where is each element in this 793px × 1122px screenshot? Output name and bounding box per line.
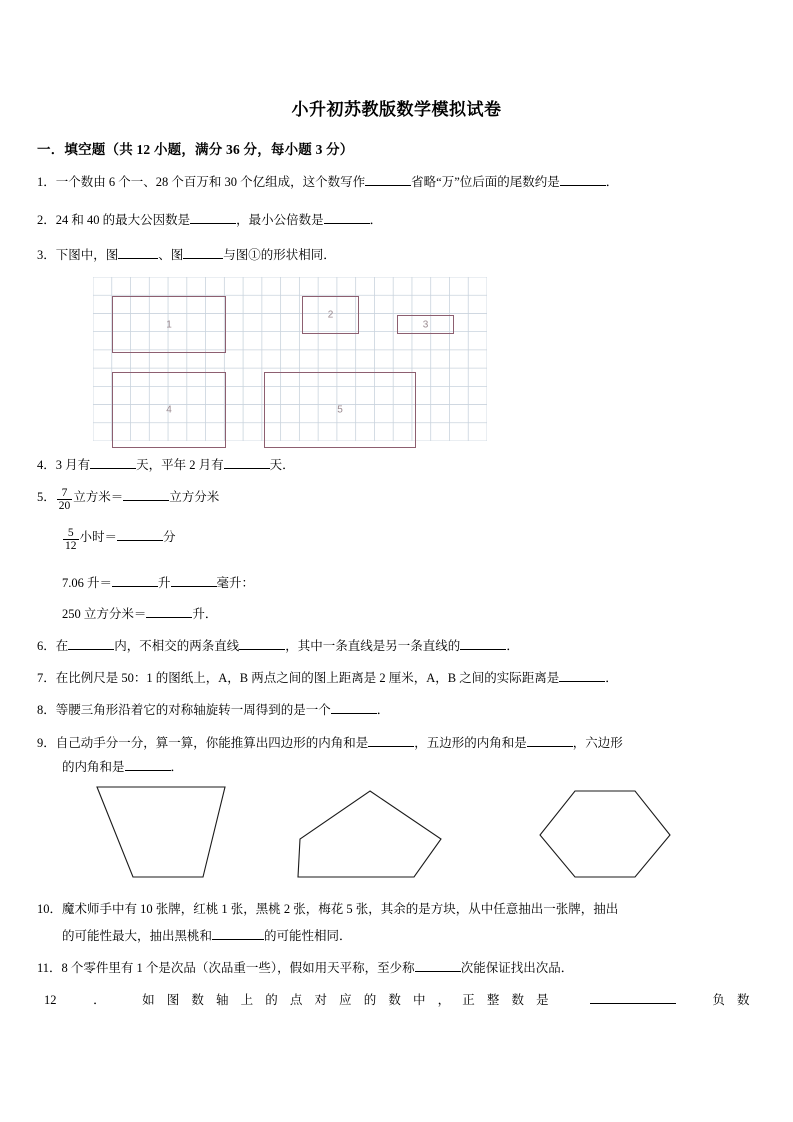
question-7 [37,668,618,687]
q1-blank-1[interactable] [365,172,411,186]
q4-text-a: 3 月有 [55,458,91,472]
q4-number: 4． [37,458,56,472]
question-9 [37,733,623,752]
question-6 [37,636,519,655]
question-1 [37,172,618,191]
q9-blank-1[interactable] [368,733,414,747]
q4-blank-2[interactable] [224,455,270,469]
q11-number: 11． [37,961,62,975]
q8-blank-1[interactable] [331,700,377,714]
q5-line3-text-a: 7.06 升＝ [62,576,113,590]
q5-blank-5[interactable] [146,604,192,618]
grid-rectangle-4 [112,372,226,448]
grid-rectangle-label: 2 [327,309,334,321]
question-3 [37,245,336,264]
q5-line1-text-b: 立方分米 [169,490,220,504]
q5-number: 5． [37,490,56,504]
q11-text-b: 次能保证找出次品． [460,961,574,975]
polygons-svg [70,783,710,885]
q9-number: 9． [37,736,56,750]
polygon-pentagon [298,791,441,877]
q2-number: 2． [37,213,56,227]
q12-number: 12 [44,993,57,1007]
question-5-line-4 [62,604,217,623]
q12-blank-1[interactable] [590,990,676,1004]
fraction-numerator: 5 [63,527,79,540]
q1-blank-2[interactable] [560,172,606,186]
q7-number: 7． [37,671,56,685]
fraction-denominator: 20 [58,500,71,512]
section-heading: 一．填空题（共 12 小题，满分 36 分，每小题 3 分） [37,142,354,157]
q6-blank-1[interactable] [68,636,114,650]
q12-tail: 负 数 [712,993,754,1007]
grid-rectangle-label: 5 [337,404,343,416]
q2-blank-1[interactable] [190,210,236,224]
question-11 [37,958,573,977]
q2-text-a: 24 和 40 的最大公因数是 [55,213,191,227]
q3-text-a: 下图中，图 [55,248,119,262]
q12-dot: ． [93,993,106,1007]
q2-blank-2[interactable] [324,210,370,224]
q10-number: 10． [37,902,63,916]
question-10 [37,900,618,918]
q5-line4-text-b: 升． [192,607,218,621]
question-10-line-2 [62,926,352,945]
page-title: 小升初苏教版数学模拟试卷 [291,100,502,119]
q6-text-b: 内，不相交的两条直线 [114,639,240,653]
q7-blank-1[interactable] [559,668,605,682]
polygon-hexagon [540,791,670,877]
fraction-5-12 [63,527,79,552]
q5-line2-text-b: 分 [163,530,176,544]
question-9-line-2 [62,757,183,776]
question-5-line-2 [62,527,176,552]
q2-text-c: ． [369,213,383,227]
q6-blank-2[interactable] [239,636,285,650]
q9-line2-text-a: 的内角和是 [62,760,125,774]
q10-line2-text-b: 的可能性相同． [264,929,352,943]
q7-text-b: ． [605,671,618,685]
q9-line1-text-c: ，六边形 [572,736,623,750]
q1-text-c: ． [605,175,619,189]
q5-blank-2[interactable] [117,527,163,541]
q1-text-b: 省略“万”位后面的尾数约是 [411,175,560,189]
q10-line2-text-a: 的可能性最大，抽出黑桃和 [62,929,213,943]
q7-text-a: 在比例尺是 50：1 的图纸上，A，B 两点之间的图上距离是 2 厘米，A，B 之间的实际距离是 [55,671,560,685]
question-4 [37,455,295,474]
grid-rectangle-3 [397,315,454,334]
q5-line4-text-a: 250 立方分米＝ [62,607,147,621]
q8-text-b: ． [376,703,390,717]
grid-rectangle-label: 4 [166,404,172,416]
grid-rectangle-1 [112,296,226,353]
q3-text-c: 与图①的形状相同． [223,248,336,262]
q9-line1-text-b: ，五边形的内角和是 [414,736,527,750]
q6-blank-3[interactable] [460,636,506,650]
fraction-numerator: 7 [57,487,73,500]
q4-text-b: 天，平年 2 月有 [136,458,224,472]
q8-number: 8． [37,703,56,717]
grid-rectangle-5 [264,372,416,448]
q11-text-a: 8 个零件里有 1 个是次品（次品重一些），假如用天平称，至少称 [61,961,415,975]
polygon-trapezoid [97,787,225,877]
q6-text-a: 在 [55,639,69,653]
q3-blank-2[interactable] [183,245,223,259]
q4-blank-1[interactable] [90,455,136,469]
q5-line2-text-a: 小时＝ [79,530,118,544]
q9-blank-3[interactable] [125,757,171,771]
q6-number: 6． [37,639,56,653]
q2-text-b: ，最小公倍数是 [236,213,324,227]
question-2 [37,210,382,229]
q8-text-a: 等腰三角形沿着它的对称轴旋转一周得到的是一个 [55,703,331,717]
q10-line1: 魔术师手中有 10 张牌，红桃 1 张，黑桃 2 张，梅花 5 张，其余的是方块，从中任意抽出一张牌，抽出 [62,902,619,916]
grid-rectangle-2 [302,296,359,334]
q4-text-c: 天． [269,458,295,472]
figure-grid-rectangles [93,277,492,448]
question-5 [37,487,219,512]
q3-number: 3． [37,248,56,262]
q9-line1-text-a: 自己动手分一分，算一算，你能推算出四边形的内角和是 [55,736,369,750]
question-12 [44,990,754,1009]
q11-blank-1[interactable] [415,958,461,972]
q1-text-a: 一个数由 6 个一、28 个百万和 30 个亿组成，这个数写作 [55,175,366,189]
grid-rectangle-label: 1 [166,319,172,330]
q5-blank-1[interactable] [123,487,169,501]
q12-text: 如 图 数 轴 上 的 点 对 应 的 数 中 ， 正 整 数 是 [142,993,554,1007]
grid-rectangle-label: 3 [422,319,429,330]
q1-number: 1． [37,175,56,189]
q5-line3-text-b: 升 [158,576,171,590]
figure-polygons [70,783,710,885]
q3-blank-1[interactable] [118,245,158,259]
q5-blank-4[interactable] [171,573,217,587]
q6-text-d: ． [506,639,519,653]
fraction-7-20 [57,487,73,512]
q10-blank-1[interactable] [212,926,264,940]
q9-line2-text-b: ． [170,760,184,774]
question-5-line-3 [62,573,254,592]
question-8 [37,700,389,719]
q5-line1-text-a: 立方米＝ [73,490,124,504]
q5-line3-text-c: 毫升： [216,576,255,590]
q9-blank-2[interactable] [527,733,573,747]
q3-text-b: 、图 [158,248,184,262]
q5-blank-3[interactable] [112,573,158,587]
q6-text-c: ，其中一条直线是另一条直线的 [285,639,461,653]
fraction-denominator: 12 [65,540,77,552]
